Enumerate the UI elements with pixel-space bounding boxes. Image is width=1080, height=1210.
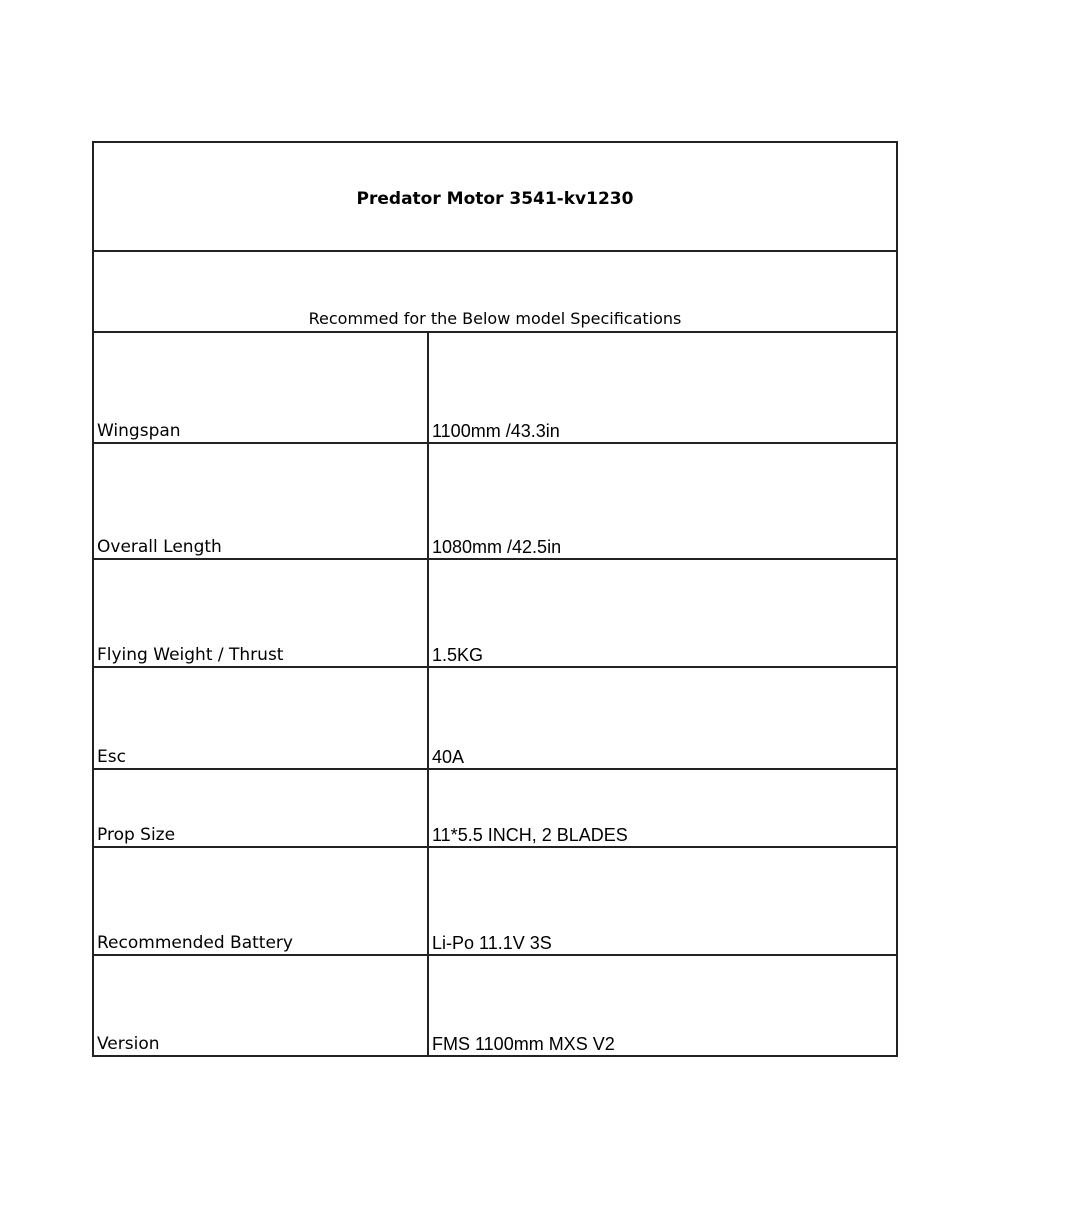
spec-row-wingspan [94,333,896,444]
spec-value-cell [429,770,896,846]
title-row [94,143,896,252]
subtitle-row [94,252,896,333]
spec-row-overall-length [94,444,896,560]
spec-label: Prop Size [97,825,176,845]
spec-row-esc [94,668,896,770]
spec-value: 11*5.5 INCH, 2 BLADES [432,825,628,845]
spec-label: Esc [97,747,126,767]
spec-label-cell [94,956,429,1055]
spec-label: Flying Weight / Thrust [97,645,284,665]
spec-label-cell [94,668,429,768]
spec-value-cell [429,848,896,954]
spec-table [92,141,898,1057]
spec-value-cell [429,560,896,666]
spec-label: Overall Length [97,537,222,557]
spec-label-cell [94,848,429,954]
spec-label-cell [94,560,429,666]
spec-row-flying-weight [94,560,896,668]
spec-value: 40A [432,747,465,767]
spec-value: 1.5KG [432,645,484,665]
spec-label: Wingspan [97,421,181,441]
spec-label: Version [97,1034,160,1054]
spec-value: 1100mm /43.3in [432,421,560,441]
spec-value-cell [429,668,896,768]
spec-label-cell [94,770,429,846]
spec-label-cell [94,333,429,442]
spec-value-cell [429,333,896,442]
spec-row-prop-size [94,770,896,848]
spec-label-cell [94,444,429,558]
table-title: Predator Motor 3541-kv1230 [356,189,634,209]
spec-value: Li-Po 11.1V 3S [432,933,552,953]
spec-value-cell [429,956,896,1055]
spec-row-version [94,956,896,1055]
spec-value: FMS 1100mm MXS V2 [432,1034,615,1054]
spec-label: Recommended Battery [97,933,293,953]
spec-value-cell [429,444,896,558]
table-subtitle: Recommed for the Below model Specifications [308,309,682,328]
spec-value: 1080mm /42.5in [432,537,562,557]
spec-row-recommended-battery [94,848,896,956]
